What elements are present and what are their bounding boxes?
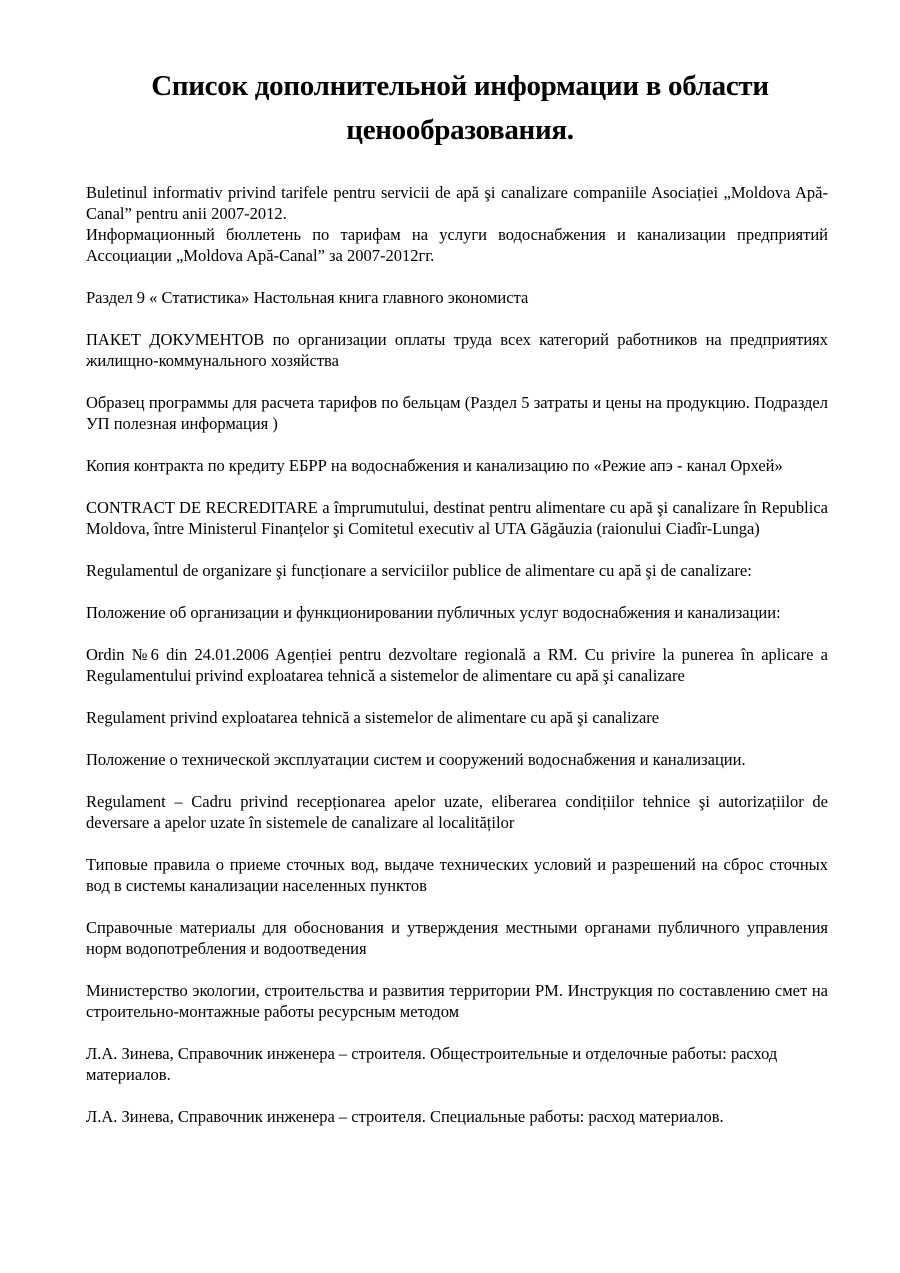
- list-item: Копия контракта по кредиту ЕБРР на водоснабжения и канализацию по «Режие апэ - канал Орхей»: [86, 456, 783, 475]
- list-item: Л.А. Зинева, Справочник инженера – строителя. Специальные работы: расход материалов.: [86, 1107, 724, 1126]
- list-item: Regulament privind exploatarea tehnică a sistemelor de alimentare cu apă şi canalizare: [86, 708, 660, 727]
- list-item: Справочные материалы для обоснования и утверждения местными органами публичного управления норм водопотребления и водоотведения: [86, 918, 828, 958]
- list-item: Regulament – Cadru privind recepționarea apelor uzate, eliberarea condițiilor tehnice şi autorizațiilor de deversare a apelor uzate în sistemele de canalizare al localităților: [86, 792, 828, 832]
- list-item: Положение об организации и функционировании публичных услуг водоснабжения и канализации:: [86, 603, 781, 622]
- list-item: CONTRACT DE RECREDITARE a împrumutului, destinat pentru alimentare cu apă şi canalizare în Republica Moldova, între Ministerul Finanțelor şi Comitetul executiv al UTA Găgăuzia (raionului Ciadîr-Lunga): [86, 498, 828, 538]
- list-item: Образец программы для расчета тарифов по бельцам (Раздел 5 затраты и цены на продукцию. Подраздел УП полезная информация ): [86, 393, 828, 433]
- document-body: [86, 182, 828, 1127]
- list-item: Л.А. Зинева, Справочник инженера – строителя. Общестроительные и отделочные работы: расход материалов.: [86, 1044, 778, 1084]
- list-item: Buletinul informativ privind tarifele pentru servicii de apă şi canalizare companiile Asociației „Moldova Apă-Canal” pentru anii 2007-2012.: [86, 183, 828, 223]
- list-item: Положение о технической эксплуатации систем и сооружений водоснабжения и канализации.: [86, 750, 746, 769]
- list-item: Типовые правила о приеме сточных вод, выдаче технических условий и разрешений на сброс сточных вод в системы канализации населенных пунктов: [86, 855, 828, 895]
- list-item: Ordin №6 din 24.01.2006 Agenției pentru dezvoltare regională a RM. Cu privire la punerea în aplicare a Regulamentului privind exploatarea tehnică a sistemelor de alimentare cu apă şi canalizare: [86, 645, 828, 685]
- list-item: ПАКЕТ ДОКУМЕНТОВ по организации оплаты труда всех категорий работников на предприятиях жилищно-коммунального хозяйства: [86, 330, 828, 370]
- document-title: Список дополнительной информации в области ценообразования.: [151, 70, 769, 146]
- list-item: Раздел 9 « Статистика» Настольная книга главного экономиста: [86, 288, 529, 307]
- list-item: Regulamentul de organizare şi funcționare a serviciilor publice de alimentare cu apă şi de canalizare:: [86, 561, 752, 580]
- list-item: Министерство экологии, строительства и развития территории РМ. Инструкция по составлению смет на строительно-монтажные работы ресурсным методом: [86, 981, 828, 1021]
- list-item: Информационный бюллетень по тарифам на услуги водоснабжения и канализации предприятий Ассоциации „Moldova Apă-Canal” за 2007-2012гг.: [86, 225, 828, 265]
